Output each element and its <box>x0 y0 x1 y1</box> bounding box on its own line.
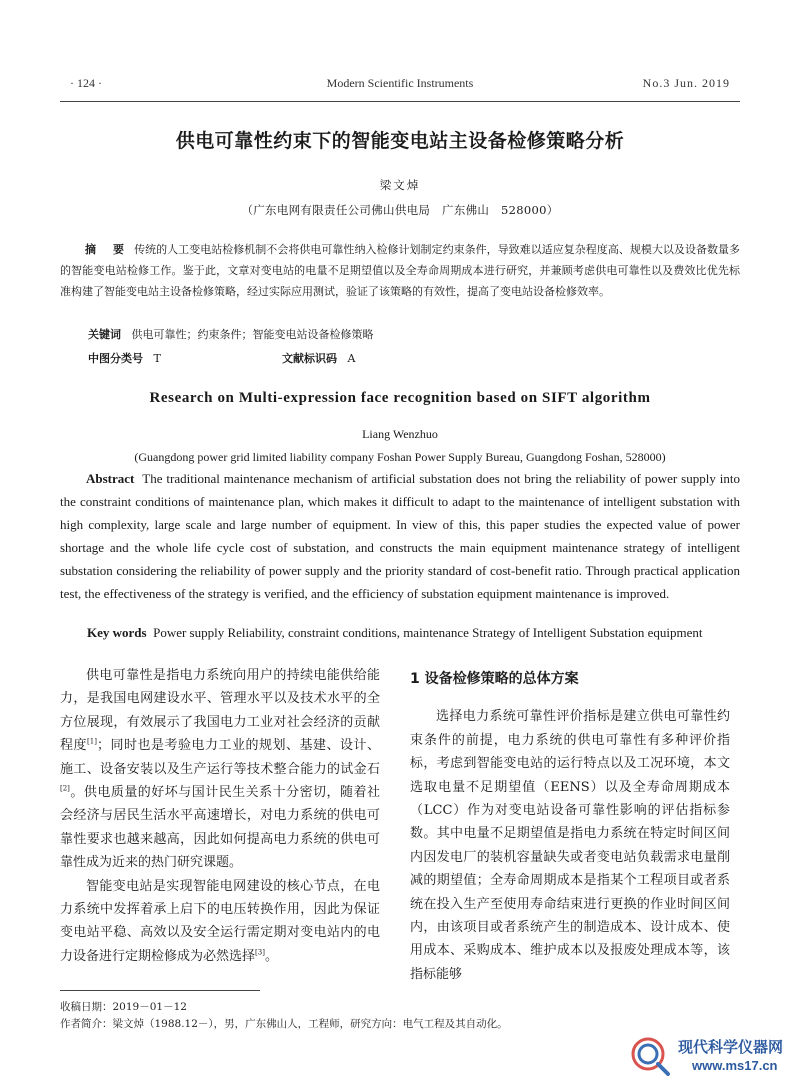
citation-ref: [2] <box>60 784 70 793</box>
text-run: 。供电质量的好坏与国计民生关系十分密切，随着社会经济与居民生活水平高速增长，对电力系统的供电可靠性要求也越来越高，因此如何提高电力系统的供电可靠性成为近来的热门研究课题。 <box>60 785 380 871</box>
author-name: 梁文焯 <box>379 178 421 192</box>
footnote-rule <box>60 990 260 991</box>
english-author: Liang Wenzhuo <box>362 427 438 441</box>
doc-code-label: 文献标识码 <box>282 352 337 365</box>
english-abstract-label: Abstract <box>86 471 135 486</box>
abstract-cn <box>60 239 740 302</box>
author-bio: 作者简介：梁文焯（1988.12－），男，广东佛山人，工程师，研究方向：电气工程及其自动化。 <box>60 1018 508 1030</box>
text-run: 智能变电站是实现智能电网建设的核心节点，在电力系统中发挥着承上启下的电压转换作用，因此为保证变电站平稳、高效以及安全运行需定期对变电站内的电力设备进行定期检修成为必然选择 <box>60 878 380 964</box>
english-keywords <box>87 625 702 641</box>
author-affiliation: （广东电网有限责任公司佛山供电局 广东佛山 528000） <box>241 203 559 217</box>
text-run: 。 <box>264 948 278 964</box>
english-abstract <box>60 467 740 605</box>
body-left-column <box>60 664 380 968</box>
english-affiliation: (Guangdong power grid limited liability company Foshan Power Supply Bureau, Guangdong Foshan, 528000) <box>134 450 666 464</box>
clc-value: T <box>153 352 161 365</box>
keywords-cn-label: 关键词 <box>88 328 121 341</box>
keywords-cn-text: 供电可靠性；约束条件；智能变电站设备检修策略 <box>131 328 374 341</box>
citation-ref: [1] <box>87 737 97 746</box>
section-heading: 1 设备检修策略的总体方案 <box>410 671 579 687</box>
watermark-logo-icon <box>628 1034 672 1078</box>
text-run: 供电可靠性是指电力系统向用户的持续电能供给能力，是我国电网建设水平、管理水平以及技术水平的全方位展现，有效展示了我国电力工业对社会经济的贡献程度 <box>60 668 380 754</box>
text-run: ；同时也是考验电力工业的规划、基建、设计、施工、设备安装以及生产运行等技术整合能力的试金石 <box>60 738 380 777</box>
english-abstract-text: The traditional maintenance mechanism of artificial substation does not bring the reliability of power supply into the constraint conditions of maintenance plan, which makes it difficult to adapt to the maintenance of intelligent substation with high complexity, large scale and large number of equipment. In view of this, this paper studies the expected value of power shortage and the whole life cycle cost of substation, and constructs the main equipment maintenance strategy of intelligent substation considering the reliability of power supply and the priority standard of cost-benefit ratio. Through practical application test, the effectiveness of the strategy is verified, and the efficiency of substation equipment maintenance is improved. <box>60 471 741 601</box>
abstract-cn-label: 摘 要 <box>85 243 128 256</box>
english-keywords-label: Key words <box>87 625 147 640</box>
body-paragraph: 选择电力系统可靠性评价指标是建立供电可靠性约束条件的前提，电力系统的供电可靠性有多种评价指标，考虑到智能变电站的运行特点以及工况环境，本文选取电量不足期望值（EENS）以及全寿命周期成本（LCC）作为对变电站设备可靠性影响的评估指标参数。其中电量不足期望值是指电力系统在特定时间区间内因发电厂的装机容量缺失或者变电站负载需求电量削减的期望值；全寿命周期成本是指某个工程项目或者系统在投入生产至使用寿命结束进行更换的作业时间区间内，由该项目或者系统产生的制造成本、设计成本、使用成本、采购成本、维护成本以及报废处理成本等，该指标能够 <box>410 709 730 982</box>
page-number: · 124 · <box>70 76 102 90</box>
body-paragraph <box>60 664 380 875</box>
site-watermark <box>628 1032 798 1080</box>
doc-code-value: A <box>347 352 356 365</box>
english-title: Research on Multi-expression face recognition based on SIFT algorithm <box>149 390 651 406</box>
body-paragraph <box>60 875 380 969</box>
english-keywords-text: Power supply Reliability, constraint conditions, maintenance Strategy of Intelligent Substation equipment <box>153 625 703 640</box>
header-rule <box>60 101 740 102</box>
citation-ref: [3] <box>255 948 265 957</box>
doc-code <box>282 350 355 366</box>
paper-title: 供电可靠性约束下的智能变电站主设备检修策略分析 <box>175 130 625 152</box>
journal-name: Modern Scientific Instruments <box>326 76 474 90</box>
abstract-cn-text: 传统的人工变电站检修机制不会将供电可靠性纳入检修计划制定约束条件，导致难以适应复杂程度高、规模大以及设备数量多的智能变电站检修工作。鉴于此，文章对变电站的电量不足期望值以及全寿命周期成本进行研究，并兼顾考虑供电可靠性以及费效比优先标准构建了智能变电站主设备检修策略，经过实际应用测试，验证了该策略的有效性，提高了变电站设备检修效率。 <box>60 243 741 298</box>
clc-number <box>88 350 161 366</box>
watermark-url: www.ms17.cn <box>692 1058 778 1073</box>
clc-label: 中图分类号 <box>88 352 143 365</box>
keywords-cn <box>88 326 374 342</box>
issue-info: No.3 Jun. 2019 <box>642 76 730 90</box>
body-right-column <box>410 664 730 986</box>
watermark-name: 现代科学仪器网 <box>678 1038 784 1056</box>
received-date: 收稿日期：2019－01－12 <box>60 1001 187 1013</box>
